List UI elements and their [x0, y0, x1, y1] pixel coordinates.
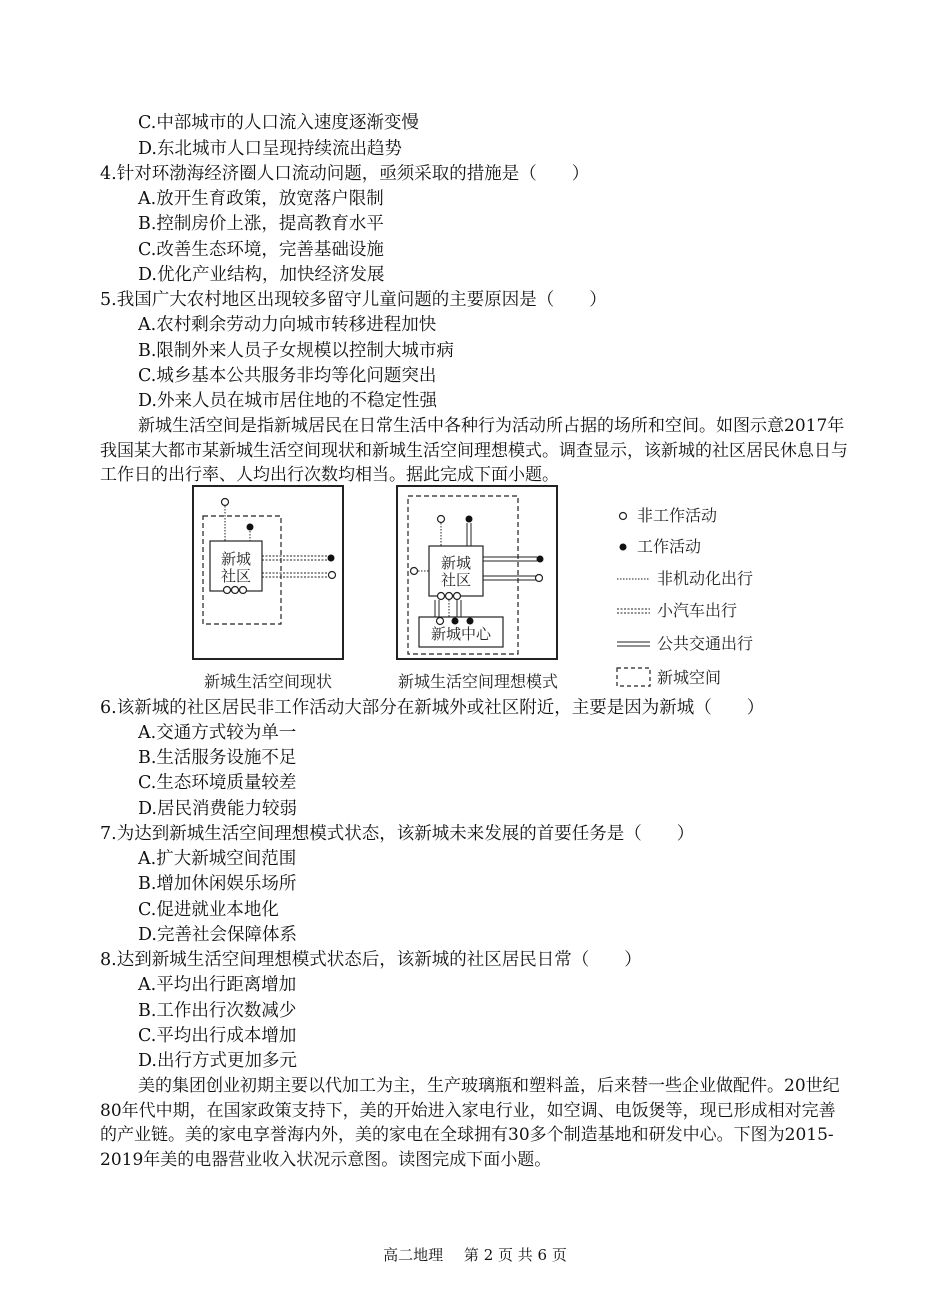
option-8c: C.平均出行成本增加	[138, 1026, 297, 1046]
question-5-stem: 5.我国广大农村地区出现较多留守儿童问题的主要原因是（ ）	[100, 290, 607, 310]
option-6d: D.居民消费能力较弱	[138, 799, 297, 819]
legend-space-symbol	[617, 668, 650, 686]
option-8a: A.平均出行距离增加	[138, 975, 297, 995]
legend-space-label: 新城空间	[657, 670, 722, 687]
legend-work-label: 工作活动	[637, 539, 702, 556]
left-nonwork-circle-top	[222, 499, 229, 506]
question-6-stem: 6.该新城的社区居民非工作活动大部分在新城外或社区附近，主要是因为新城（ ）	[100, 698, 765, 718]
left-work-dot-outside	[328, 555, 335, 562]
option-5a: A.农村剩余劳动力向城市转移进程加快	[138, 315, 437, 335]
legend-car-label: 小汽车出行	[657, 603, 738, 620]
option-6b: B.生活服务设施不足	[138, 748, 297, 768]
option-6c: C.生态环境质量较差	[138, 773, 297, 793]
passage-new-city: 新城生活空间是指新城居民在日常生活中各种行为活动所占据的场所和空间。如图示意2017年我国某大都市某新城生活空间现状和新城生活空间理想模式。调查显示，该新城的社区居民休息日与工作日的出行率、人均出行次数均相当。据此完成下面小题。	[100, 416, 848, 485]
passage-midea: 美的集团创业初期主要以代加工为主，生产玻璃瓶和塑料盖，后来替一些企业做配件。20世纪80年代中期，在国家政策支持下，美的开始进入家电行业，如空调、电饭煲等，现已形成相对完善的产业链。美的家电享誉海内外，美的家电在全球拥有30多个制造基地和研发中心。下图为2015-2019年美的电器营业收入状况示意图。读图完成下面小题。	[100, 1076, 840, 1170]
option-6a: A.交通方式较为单一	[138, 723, 297, 743]
option-4a: A.放开生育政策，放宽落户限制	[138, 189, 384, 209]
question-8-stem: 8.达到新城生活空间理想模式状态后，该新城的社区居民日常（ ）	[100, 950, 642, 970]
legend-nonmotor-label: 非机动化出行	[657, 571, 754, 588]
option-7d: D.完善社会保障体系	[138, 925, 297, 945]
right-community-label-2: 社区	[440, 573, 472, 589]
option-3d: D.东北城市人口呈现持续流出趋势	[138, 139, 402, 159]
option-7a: A.扩大新城空间范围	[138, 849, 297, 869]
option-3c: C.中部城市的人口流入速度逐渐变慢	[138, 113, 419, 133]
right-caption: 新城生活空间理想模式	[397, 674, 559, 691]
question-4-stem: 4.针对环渤海经济圈人口流动问题，亟须采取的措施是（ ）	[100, 164, 590, 184]
option-4d: D.优化产业结构，加快经济发展	[138, 265, 385, 285]
page-footer	[0, 1244, 950, 1265]
footer-page-number: 第 2 页 共 6 页	[463, 1246, 567, 1264]
option-7c: C.促进就业本地化	[138, 900, 279, 920]
left-nonwork-circle-outside	[329, 572, 336, 579]
left-community-label-2: 社区	[220, 569, 252, 585]
center-label: 新城中心	[430, 627, 492, 643]
option-4b: B.控制房价上涨，提高教育水平	[138, 214, 384, 234]
legend-transit-label: 公共交通出行	[657, 636, 754, 653]
left-community-label-1: 新城	[220, 552, 252, 568]
right-community-label-1: 新城	[440, 556, 472, 572]
option-8d: D.出行方式更加多元	[138, 1051, 297, 1071]
footer-subject: 高二地理	[383, 1246, 444, 1264]
option-8b: B.工作出行次数减少	[138, 1001, 297, 1021]
option-5b: B.限制外来人员子女规模以控制大城市病	[138, 341, 454, 361]
question-7-stem: 7.为达到新城生活空间理想模式状态，该新城未来发展的首要任务是（ ）	[100, 824, 695, 844]
option-5c: C.城乡基本公共服务非均等化问题突出	[138, 366, 437, 386]
new-city-space-figure	[185, 484, 775, 699]
legend-nonwork-label: 非工作活动	[637, 508, 718, 525]
left-work-dot	[247, 524, 254, 531]
left-caption: 新城生活空间现状	[203, 674, 333, 691]
left-diagram-frame	[193, 486, 343, 659]
option-7b: B.增加休闲娱乐场所	[138, 874, 297, 894]
option-4c: C.改善生态环境，完善基础设施	[138, 240, 384, 260]
option-5d: D.外来人员在城市居住地的不稳定性强	[138, 391, 437, 411]
legend-nonwork-symbol	[620, 513, 627, 520]
legend-work-symbol	[620, 544, 627, 551]
